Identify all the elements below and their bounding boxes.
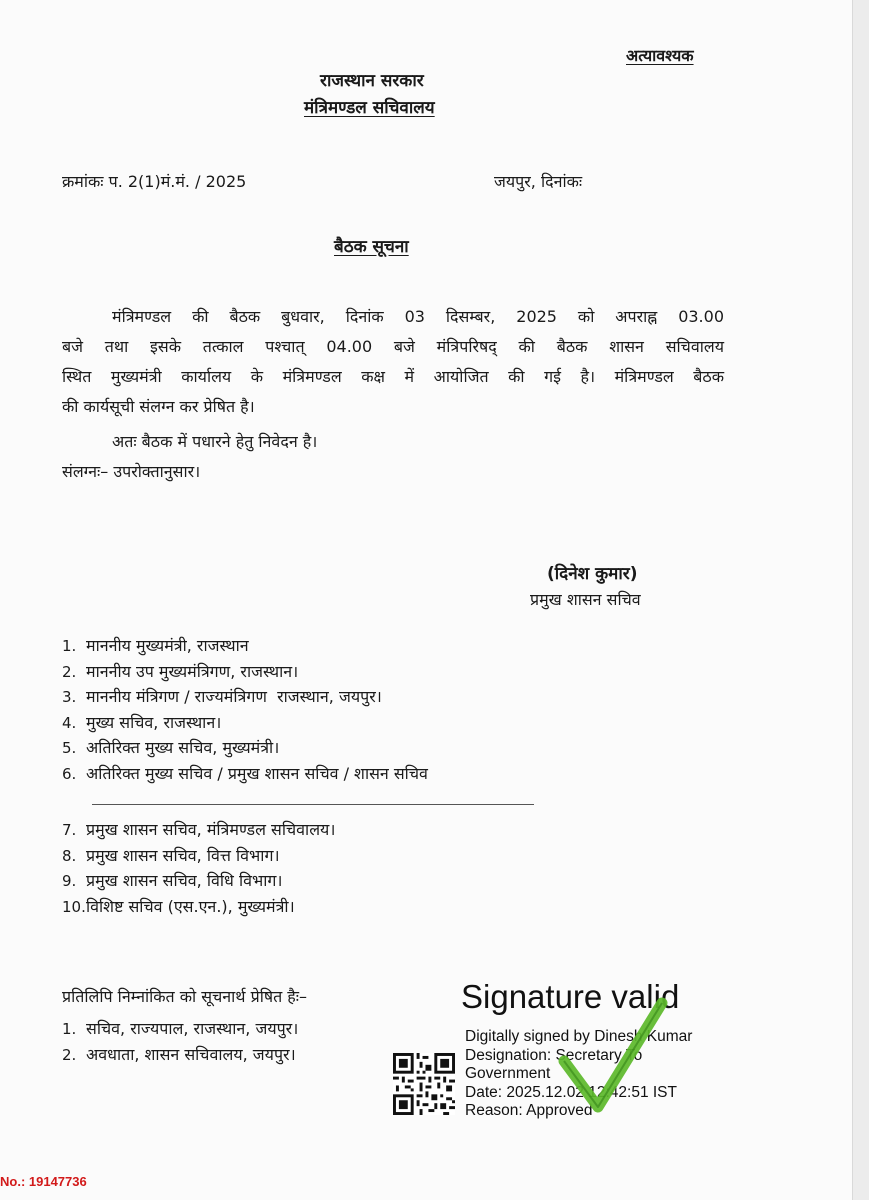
signature-line: Date: 2025.12.02 12:42:51 IST [465,1083,677,1101]
body-line: की कार्यसूची संलग्न कर प्रेषित है। [62,397,255,416]
list-item: 3. माननीय मंत्रिगण / राज्यमंत्रिगण राजस्थान, जयपुर। [62,687,382,706]
body-line: स्थित मुख्यमंत्री कार्यालय के मंत्रिमण्डल कक्ष में आयोजित की गई है। मंत्रिमण्डल बैठक [62,367,724,386]
subject-heading: बैठक सूचना [334,237,409,257]
qr-code-icon [393,1053,455,1115]
request-text: अतः बैठक में पधारने हेतु निवेदन है। [112,432,318,451]
list-item: 5. अतिरिक्त मुख्य सचिव, मुख्यमंत्री। [62,738,280,757]
copy-to-heading: प्रतिलिपि निम्नांकित को सूचनार्थ प्रेषित हैः– [62,987,308,1006]
recipient-list [62,633,428,786]
recipient-list-2 [62,817,335,919]
reference-number: क्रमांकः प. 2(1)मं.मं. / 2025 [62,172,247,191]
list-item: 7. प्रमुख शासन सचिव, मंत्रिमण्डल सचिवालय। [62,820,336,839]
list-item: 10.विशिष्ट सचिव (एस.एन.), मुख्यमंत्री। [62,896,295,916]
list-item: 2. माननीय उप मुख्यमंत्रिगण, राजस्थान। [62,661,299,681]
urgency-label: अत्यावश्यक [626,46,694,65]
list-item: 6. अतिरिक्त मुख्य सचिव / प्रमुख शासन सचिव / शासन सचिव [62,763,428,783]
department-title: मंत्रिमण्डल सचिवालय [304,98,435,118]
list-item: 2. अवधाता, शासन सचिवालय, जयपुर। [62,1044,296,1064]
body-line: बजे तथा इसके तत्काल पश्चात् 04.00 बजे मंत्रिपरिषद् की बैठक शासन सचिवालय [62,337,724,356]
signature-line: Reason: Approved [465,1102,593,1119]
check-icon [552,995,670,1117]
notice-body [62,302,724,422]
list-item: 1. माननीय मुख्यमंत्री, राजस्थान [62,636,249,655]
signatory-designation: प्रमुख शासन सचिव [530,590,641,609]
copy-to-list [62,1016,298,1067]
government-title: राजस्थान सरकार [320,71,424,91]
signature-line: Government [465,1065,551,1082]
body-line: मंत्रिमण्डल की बैठक बुधवार, दिनांक 03 दिसम्बर, 2025 को अपराह्न 03.00 [112,307,724,326]
signatory-name: (दिनेश कुमार) [547,564,638,584]
list-item: 1. सचिव, राज्यपाल, राजस्थान, जयपुर। [62,1019,299,1038]
document-number: No.: 19147736 [0,1174,87,1189]
list-item: 8. प्रमुख शासन सचिव, वित्त विभाग। [62,845,280,865]
enclosure-text: संलग्नः– उपरोक्तानुसार। [62,462,201,481]
list-item: 9. प्रमुख शासन सचिव, विधि विभाग। [62,871,283,890]
list-item: 4. मुख्य सचिव, राजस्थान। [62,712,222,732]
place-date: जयपुर, दिनांकः [494,172,583,191]
divider-line [92,804,534,805]
signature-line: Digitally signed by Dinesh Kumar [465,1028,693,1045]
signature-line: Designation: Secretary To [465,1046,643,1064]
signature-status: Signature valid [461,978,680,1015]
